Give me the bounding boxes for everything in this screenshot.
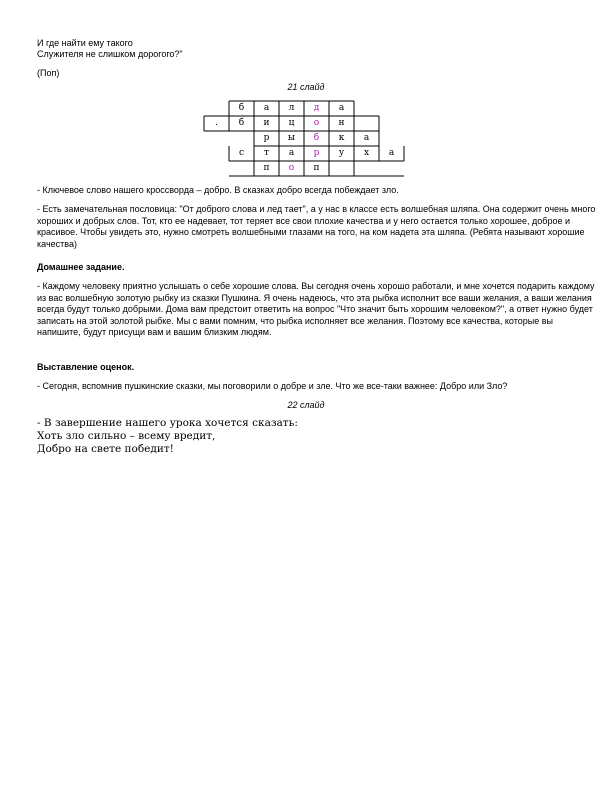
crossword-cell: д [313, 103, 320, 113]
crossword-cell: а [338, 103, 345, 113]
crossword-cell: ы [287, 133, 296, 143]
intro-line-2: Служителя не слишком дорогого?" [37, 49, 183, 59]
paragraph-homework: - Каждому человеку приятно услышать о себе хорошие слова. Вы сегодня очень хорошо работали, и мне хочется подарить каждому из вас волшебную золотую рыбку из сказки Пушкина. Я очень надеюсь, что эта рыбка исполнит все ваши желания, а ваши желания всегда будут только добрыми. Дома вам предстоит ответить на вопрос "Что значит быть хорошим человеком?", а ответ нужно будет записать на этой золотой рыбке. Мы с вами помним, что рыбка исполняет все желания. Поэтому все качества, которые вы напишите, будут присущи вам и вашим близким людям. [37, 281, 595, 337]
crossword-cell: б [313, 133, 320, 143]
crossword-cell: б [238, 118, 245, 128]
crossword-cell: т [264, 148, 269, 158]
crossword-cell: с [238, 148, 245, 158]
crossword-cell: у [338, 148, 345, 158]
slide-21-label: 21 слайд [287, 82, 325, 92]
paragraph-keyword: - Ключевое слово нашего кроссворда – добро. В сказках добро всегда побеждает зло. [37, 185, 399, 195]
crossword-cell: п [263, 163, 270, 173]
crossword-cell: а [263, 103, 270, 113]
heading-homework: Домашнее задание. [37, 262, 125, 272]
slide-22-label: 22 слайд [287, 400, 325, 410]
poem-line-1: Хоть зло сильно – всему вредит, [37, 430, 216, 442]
crossword-cell: и [263, 118, 270, 128]
intro-line-1: И где найти ему такого [37, 38, 133, 48]
crossword-cell: а [363, 133, 370, 143]
poem-line-2: Добро на свете победит! [37, 443, 174, 455]
crossword-cell: б [238, 103, 245, 113]
crossword-cell: н [338, 118, 345, 128]
conclusion-intro: - В завершение нашего урока хочется сказать: [37, 417, 298, 429]
paragraph-proverb: - Есть замечательная пословица: "От доброго слова и лед тает", а у нас в классе есть волшебная шляпа. Она содержит очень много хороших и добрых слов. Тот, кто ее надевает, тот теряет все свои плохие качества и у него остается только хорошее, доброе и красивое. Чтобы увидеть это, нужно смотреть волшебными глазами на того, на ком надета эта шляпа. (Ребята называют хорошие качества) [37, 204, 596, 249]
crossword-cell: . [215, 118, 218, 128]
crossword-cell: р [263, 133, 270, 143]
crossword-cell: о [313, 118, 320, 128]
crossword-cell: а [388, 148, 395, 158]
crossword-cell: х [363, 148, 370, 158]
crossword-cell: п [313, 163, 320, 173]
intro-author: (Поп) [37, 68, 60, 78]
paragraph-grades: - Сегодня, вспомнив пушкинские сказки, мы поговорили о добре и зле. Что же все-таки важнее: Добро или Зло? [37, 381, 508, 391]
heading-grades: Выставление оценок. [37, 362, 135, 372]
crossword-cell: а [288, 148, 295, 158]
crossword-cell: о [288, 163, 295, 173]
crossword-cell: к [338, 133, 345, 143]
crossword-cell: ц [288, 118, 295, 128]
crossword-cell: л [288, 103, 295, 113]
crossword-cell: р [313, 148, 320, 158]
